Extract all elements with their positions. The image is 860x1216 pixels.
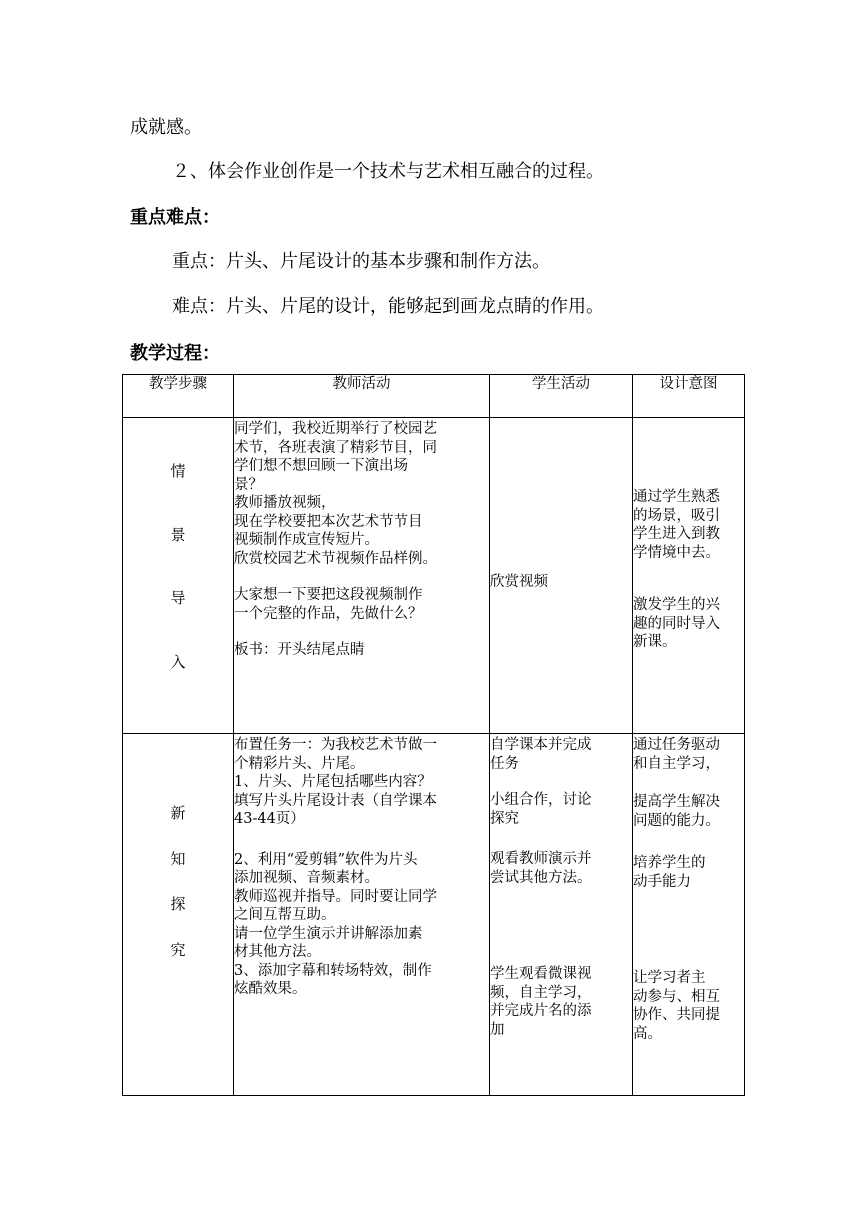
text-line: 术节，各班表演了精彩节目，同 — [234, 439, 437, 456]
text-line: 学们想不想回顾一下演出场 — [234, 458, 408, 474]
teaching-process-table — [122, 374, 745, 1096]
text-line: 提高学生解决 — [633, 794, 720, 810]
text-line: 学情境中去。 — [633, 544, 720, 561]
design-intent-cell — [633, 418, 745, 734]
text-line: 通过学生熟悉 — [633, 489, 720, 505]
table-header-row — [123, 375, 745, 418]
text-line: 通过任务驱动 — [633, 737, 720, 753]
section-heading-process: 教学过程： — [130, 343, 220, 364]
text-line: 添加视频、音频素材。 — [234, 870, 379, 886]
text-line: 视频制作成宣传短片。 — [234, 532, 379, 548]
text-line: 加 — [490, 1021, 505, 1038]
text-line: 大家想一下要把这段视频制作 — [234, 587, 423, 603]
text-line: 尝试其他方法。 — [490, 869, 592, 886]
text-line: 自学课本并完成 — [490, 737, 592, 753]
text-line: 探究 — [490, 810, 519, 827]
text-line: 任务 — [490, 755, 519, 772]
text-line: 材其他方法。 — [234, 944, 321, 960]
objective-2: ２、体会作业创作是一个技术与艺术相互融合的过程。 — [172, 161, 604, 182]
text-line: 请一位学生演示并讲解添加素 — [234, 925, 423, 942]
text-line: 频，自主学习， — [490, 984, 592, 1001]
text-line: 景？ — [234, 476, 263, 493]
text-line: 填写片头片尾设计表（自学课本 — [234, 792, 437, 809]
text-line: 动手能力 — [633, 873, 691, 890]
text-line: 欣赏视频 — [490, 574, 548, 590]
text-line: 欣赏校园艺术节视频作品样例。 — [234, 550, 437, 567]
text-line: 动参与、相互 — [633, 988, 720, 1005]
header-teacher-activity: 教师活动 — [234, 375, 490, 418]
design-intent-cell — [633, 734, 745, 1096]
step-char: 入 — [170, 652, 186, 671]
table-row — [123, 734, 745, 1096]
text-line: 布置任务一：为我校艺术节做一 — [234, 737, 437, 753]
text-line: 个精彩片头、片尾。 — [234, 755, 365, 772]
step-cell — [123, 418, 234, 734]
teacher-activity-cell — [234, 734, 490, 1096]
header-design-intent: 设计意图 — [633, 375, 745, 418]
step-char: 究 — [170, 940, 186, 959]
text-line: 让学习者主 — [633, 970, 706, 986]
text-line: 问题的能力。 — [633, 812, 720, 829]
text-line: 培养学生的 — [633, 855, 706, 871]
text-line: 教师巡视并指导。同时要让同学 — [234, 888, 437, 905]
step-char: 情 — [170, 462, 186, 480]
text-line: 激发学生的兴 — [633, 597, 720, 613]
step-char: 探 — [170, 895, 186, 913]
teacher-activity-cell — [234, 418, 490, 734]
difficult-point: 难点：片头、片尾的设计，能够起到画龙点睛的作用。 — [172, 296, 604, 317]
step-char: 知 — [170, 849, 186, 868]
text-line: 之间互帮互助。 — [234, 907, 336, 923]
text-line: 趣的同时导入 — [633, 615, 720, 632]
header-student-activity: 学生活动 — [490, 375, 633, 418]
paragraph-continuation: 成就感。 — [130, 117, 202, 138]
text-line: 同学们，我校近期举行了校园艺 — [234, 421, 437, 437]
text-line: 学生观看微课视 — [490, 966, 592, 982]
text-line: 和自主学习， — [633, 755, 720, 772]
text-line: 小组合作，讨论 — [490, 792, 592, 808]
text-line: 1、片头、片尾包括哪些内容？ — [234, 774, 432, 790]
text-line: 学生进入到教 — [633, 526, 720, 542]
student-activity-cell — [490, 418, 633, 734]
text-line: 并完成片名的添 — [490, 1003, 592, 1019]
header-step: 教学步骤 — [123, 375, 234, 418]
step-char: 新 — [170, 804, 186, 822]
table-row — [123, 418, 745, 734]
text-line: 炫酷效果。 — [234, 981, 307, 997]
text-line: 2、利用“爱剪辑”软件为片头 — [234, 851, 418, 868]
text-line: 高。 — [633, 1025, 662, 1042]
text-line: 板书：开头结尾点睛 — [234, 642, 365, 658]
text-line: 协作、共同提 — [633, 1007, 720, 1023]
text-line: 教师播放视频， — [234, 495, 336, 511]
text-line: 现在学校要把本次艺术节节目 — [234, 513, 423, 530]
section-heading-key-points: 重点难点： — [130, 207, 220, 228]
text-line: 新课。 — [633, 634, 677, 650]
text-line: 的场景，吸引 — [633, 507, 720, 524]
text-line: 3、添加字幕和转场特效，制作 — [234, 962, 432, 979]
text-line: 一个完整的作品，先做什么？ — [234, 605, 423, 622]
text-line: 43-44页） — [234, 811, 305, 827]
key-point: 重点：片头、片尾设计的基本步骤和制作方法。 — [172, 251, 550, 272]
step-char: 导 — [170, 589, 186, 607]
step-char: 景 — [170, 525, 186, 544]
student-activity-cell — [490, 734, 633, 1096]
step-cell — [123, 734, 234, 1096]
text-line: 观看教师演示并 — [490, 851, 592, 867]
